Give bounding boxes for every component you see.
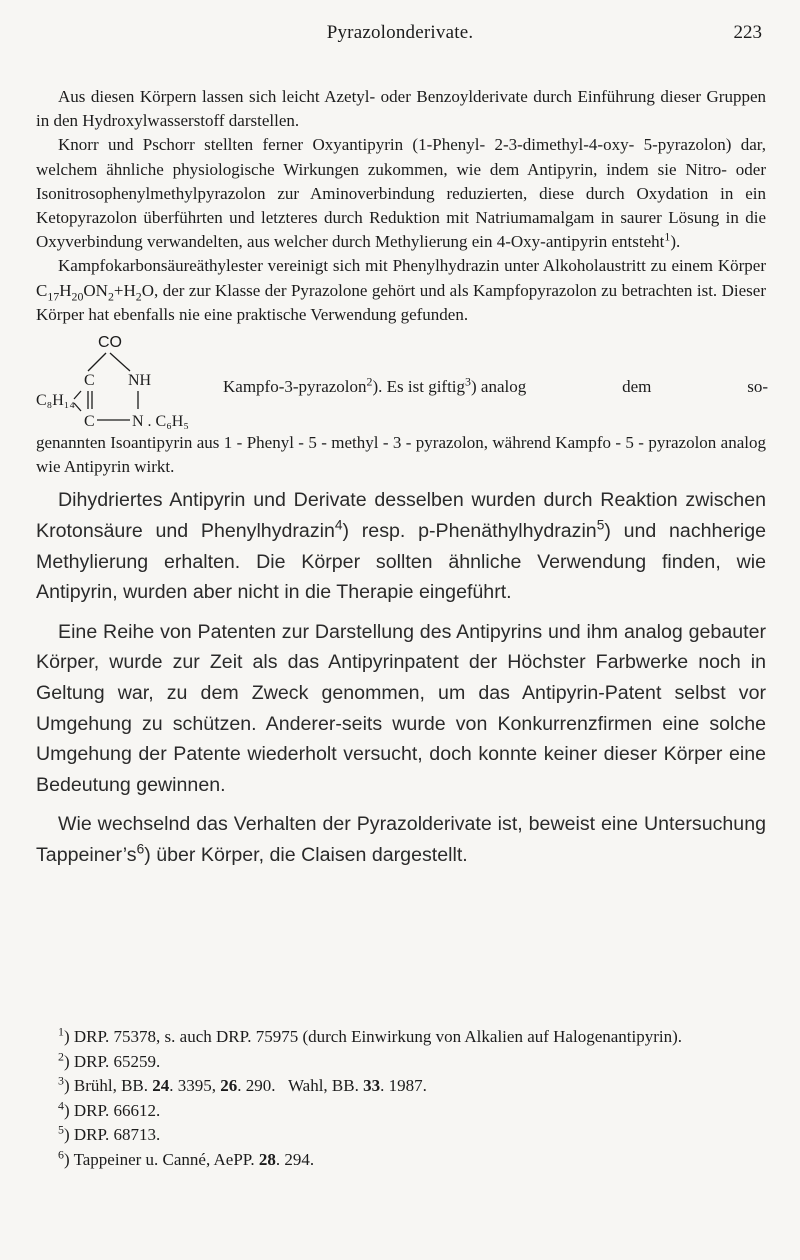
paragraph: genannten Isoantipyrin aus 1 - Phenyl - 5 - methyl - 3 - pyrazolon, während Kampfo - 5 - pyrazolon analog wie Antipyrin wirkt.: [36, 433, 766, 477]
formula-bond: [74, 403, 81, 411]
formula-prefix: C₈H₁₄: [36, 392, 75, 410]
formula-nh: NH: [128, 372, 152, 390]
footnotes: [36, 1025, 766, 1173]
paragraph: Kampfokarbonsäureäthylester vereinigt sich mit Phenylhydrazin unter Alkoholaustritt zu einem Körper $C_{17}H_{20}ON_2+H_2O$, der zur Klasse der Pyrazolone gehört und als Kampfopyrazolon zu betrachten ist. Dieser Körper hat ebenfalls nie eine praktische Verwendung gefunden.: [36, 256, 766, 324]
footnote-ref: 3: [465, 374, 471, 389]
formula-n: N . C₆H₅: [132, 413, 189, 430]
formula-diagram: [34, 327, 224, 429]
paragraph: Aus diesen Körpern lassen sich leicht Azetyl- oder Benzoylderivate durch Einführung dieser Gruppen in den Hydroxylwasserstoff darstellen.: [36, 87, 766, 131]
formula-caption: Kampfo-3-pyrazolon$^2$). Es ist giftig$^3$) analog dem so-: [223, 374, 768, 397]
footnote: $^2$) DRP. 65259.: [58, 1048, 161, 1071]
page-number: 223: [733, 22, 762, 43]
footnote: $^1$) DRP. 75378, s. auch DRP. 75975 (durch Einwirkung von Alkalien auf Halogenantipyrin).: [58, 1024, 683, 1046]
paragraph: Dihydriertes Antipyrin und Derivate desselben wurden durch Reaktion zwischen Krotonsäure und Phenylhydrazin$^4$) resp. p-Phenäthylhydrazin$^5$) und nachherige Methylierung erhalten. Die Körper sollten ähnliche Verwendung finden, wie Antipyrin, wurden aber nicht in die Therapie eingeführt.: [36, 489, 766, 604]
formula-bond: [110, 353, 130, 371]
footnote-ref: 5: [596, 517, 605, 533]
paragraph: Knorr und Pschorr stellten ferner Oxyantipyrin (1-Phenyl- 2-3-dimethyl-4-oxy- 5-pyrazolon) dar, welchem ähnliche physiologische Wirkungen zukommen, wie dem Antipyrin, indem sie Nitro- oder Isonitrosophenylmethylpyrazolon zur Aminoverbindung reduzierten, diese durch Oxydation in ein Ketopyrazolon überführten und letzteres durch Reduktion mit Natriumamalgam in saurer Lösung in die Oxyverbindung verwandelten, aus welcher durch Methylierung ein 4-Oxy-antipyrin entsteht$^1$).: [36, 135, 766, 252]
formula-co: CO: [98, 334, 122, 352]
page-header: [0, 14, 800, 44]
footnote: $^5$) DRP. 68713.: [58, 1122, 161, 1145]
formula-c: C: [84, 372, 95, 390]
footnote-ref: 4: [334, 517, 343, 533]
formula-c: C: [84, 413, 95, 430]
structural-formula: [36, 327, 766, 429]
footnote-ref: 1: [664, 229, 671, 244]
running-title: Pyrazolonderivate.: [326, 22, 474, 43]
paragraph: Wie wechselnd das Verhalten der Pyrazolderivate ist, beweist eine Untersuchung $Tappeiner’s^6$) über Körper, die Claisen dargestellt.: [36, 813, 766, 866]
formula-bond: [74, 391, 81, 399]
footnote: $^3$) Brühl, BB. 24. 3395, 26. 290. Wahl, BB. 33. 1987.: [58, 1073, 427, 1096]
footnote-ref: 2: [366, 374, 373, 389]
footnote-ref: 6: [136, 841, 145, 857]
footnote: $^6$) Tappeiner u. Canné, AePP. 28. 294.: [58, 1147, 315, 1169]
paragraph: Eine Reihe von Patenten zur Darstellung des Antipyrins und ihm analog gebauter Körper, wurde zur Zeit als das Antipyrinpatent der Höchster Farbwerke noch in Geltung war, zu dem Zweck genommen, um das Antipyrin-Patent selbst vor Umgehung zu schützen. Anderer-seits wurde von Konkurrenzfirmen eine solche Umgehung der Patente wiederholt versucht, doch konnte keiner dieser Körper eine Bedeutung gewinnen.: [36, 620, 766, 796]
footnote: $^4$) DRP. 66612.: [58, 1098, 161, 1120]
main-text: [36, 85, 766, 871]
formula-bond: [88, 353, 106, 371]
